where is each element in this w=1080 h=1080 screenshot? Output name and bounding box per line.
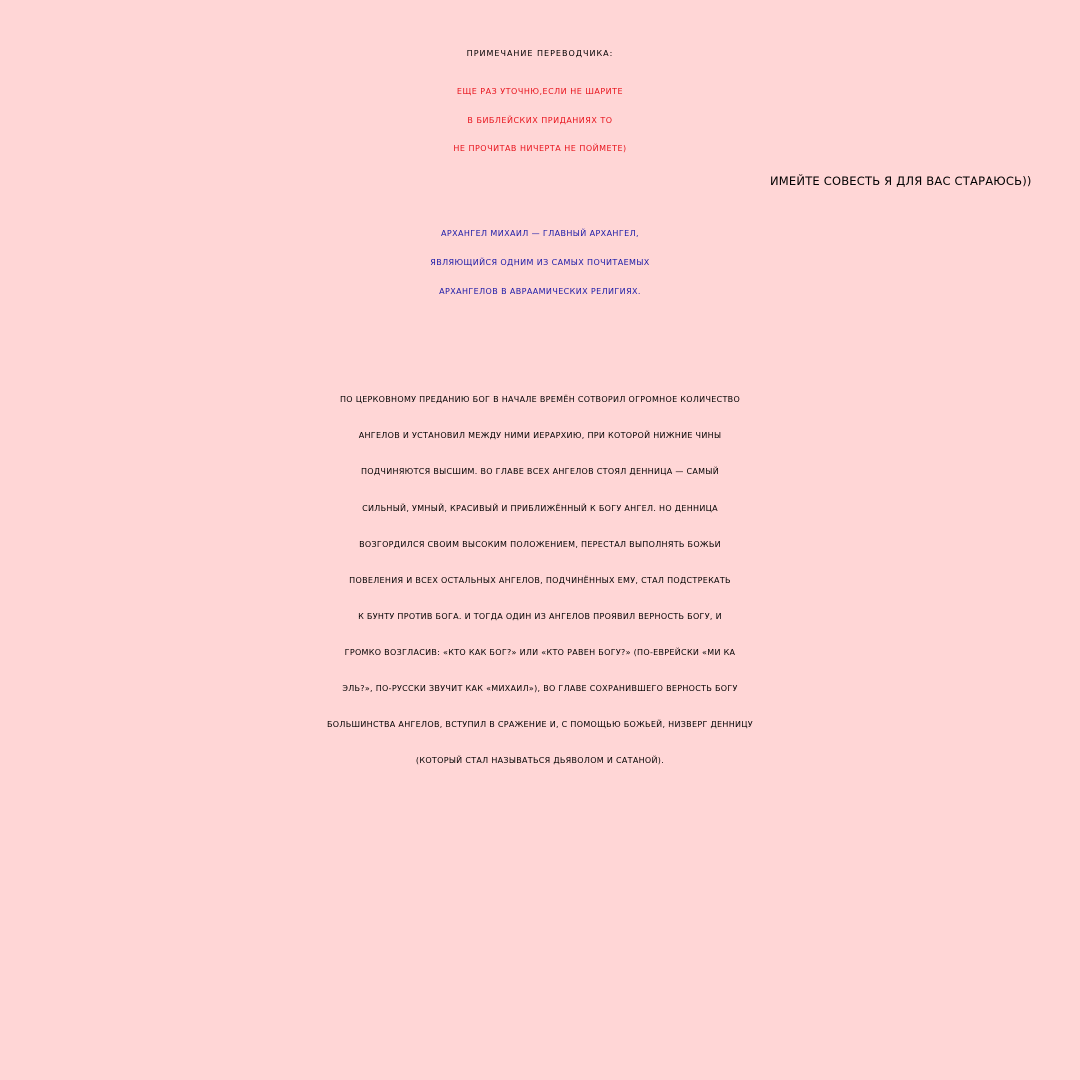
body-line-1: ПО ЦЕРКОВНОМУ ПРЕДАНИЮ БОГ В НАЧАЛЕ ВРЕМЁН СОТВОРИЛ ОГРОМНОЕ КОЛИЧЕСТВО	[339, 395, 741, 404]
body-line-7: К БУНТУ ПРОТИВ БОГА. И ТОГДА ОДИН ИЗ АНГЕЛОВ ПРОЯВИЛ ВЕРНОСТЬ БОГУ, И	[358, 612, 722, 621]
note-line-1: ЕЩЕ РАЗ УТОЧНЮ,ЕСЛИ НЕ ШАРИТЕ	[456, 87, 624, 96]
translator-aside: ИМЕЙТЕ СОВЕСТЬ Я ДЛЯ ВАС СТАРАЮСЬ))	[770, 174, 1032, 188]
body-line-5: ВОЗГОРДИЛСЯ СВОИМ ВЫСОКИМ ПОЛОЖЕНИЕМ, ПЕРЕСТАЛ ВЫПОЛНЯТЬ БОЖЬИ	[359, 540, 721, 549]
definition-line-3: АРХАНГЕЛОВ В АВРААМИЧЕСКИХ РЕЛИГИЯХ.	[439, 287, 641, 296]
note-title: ПРИМЕЧАНИЕ ПЕРЕВОДЧИКА:	[466, 49, 614, 58]
body-line-6: ПОВЕЛЕНИЯ И ВСЕХ ОСТАЛЬНЫХ АНГЕЛОВ, ПОДЧИНЁННЫХ ЕМУ, СТАЛ ПОДСТРЕКАТЬ	[349, 576, 731, 585]
body-line-4: СИЛЬНЫЙ, УМНЫЙ, КРАСИВЫЙ И ПРИБЛИЖЁННЫЙ К БОГУ АНГЕЛ. НО ДЕННИЦА	[362, 504, 718, 513]
note-line-2: В БИБЛЕЙСКИХ ПРИДАНИЯХ ТО	[467, 116, 613, 125]
body-line-9: ЭЛЬ?», ПО-РУССКИ ЗВУЧИТ КАК «МИХАИЛ»), ВО ГЛАВЕ СОХРАНИВШЕГО ВЕРНОСТЬ БОГУ	[342, 684, 738, 693]
definition-line-1: АРХАНГЕЛ МИХАИЛ — ГЛАВНЫЙ АРХАНГЕЛ,	[441, 229, 639, 238]
body-line-10: БОЛЬШИНСТВА АНГЕЛОВ, ВСТУПИЛ В СРАЖЕНИЕ И, С ПОМОЩЬЮ БОЖЬЕЙ, НИЗВЕРГ ДЕННИЦУ	[327, 720, 753, 729]
body-line-11: (КОТОРЫЙ СТАЛ НАЗЫВАТЬСЯ ДЬЯВОЛОМ И САТАНОЙ).	[415, 756, 665, 765]
body-line-3: ПОДЧИНЯЮТСЯ ВЫСШИМ. ВО ГЛАВЕ ВСЕХ АНГЕЛОВ СТОЯЛ ДЕННИЦА — САМЫЙ	[360, 467, 720, 476]
body-line-8: ГРОМКО ВОЗГЛАСИВ: «КТО КАК БОГ?» ИЛИ «КТО РАВЕН БОГУ?» (ПО-ЕВРЕЙСКИ «МИ КА	[344, 648, 736, 657]
body-line-2: АНГЕЛОВ И УСТАНОВИЛ МЕЖДУ НИМИ ИЕРАРХИЮ, ПРИ КОТОРОЙ НИЖНИЕ ЧИНЫ	[358, 431, 722, 440]
definition-line-2: ЯВЛЯЮЩИЙСЯ ОДНИМ ИЗ САМЫХ ПОЧИТАЕМЫХ	[430, 258, 650, 267]
note-line-3: НЕ ПРОЧИТАВ НИЧЕРТА НЕ ПОЙМЕТЕ)	[453, 144, 627, 153]
